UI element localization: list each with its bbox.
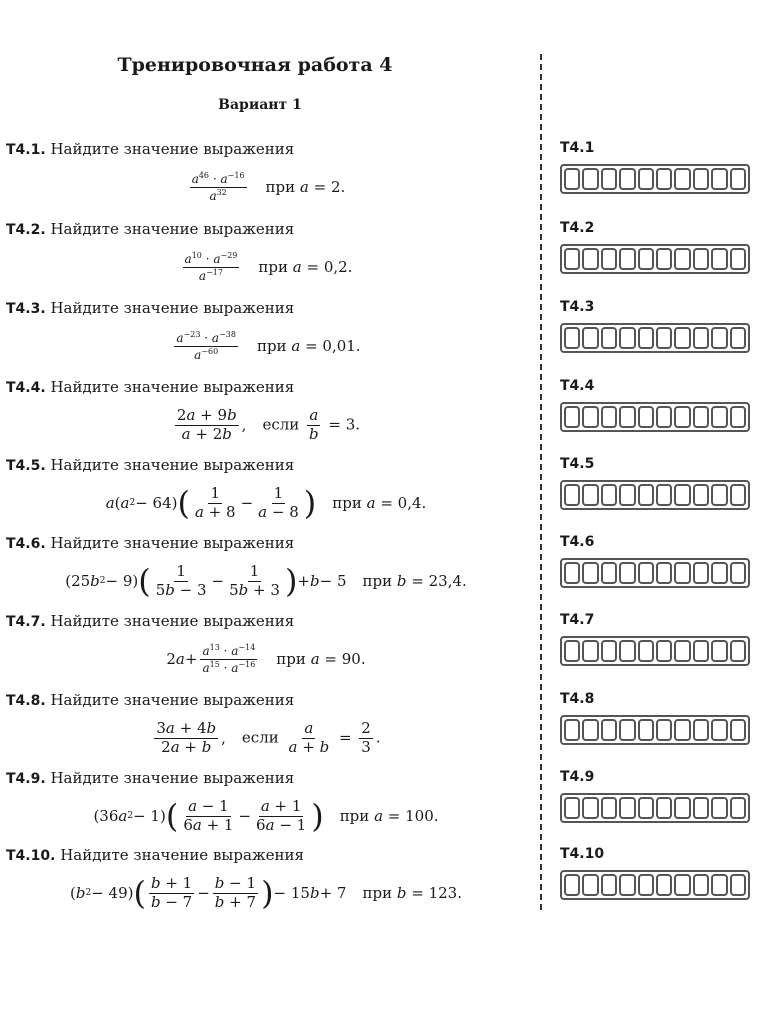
task-text: Найдите значение выражения: [50, 534, 295, 552]
answer-boxes[interactable]: [560, 244, 750, 274]
page-title: Тренировочная работа 4: [117, 54, 393, 76]
task-2: [6, 220, 526, 298]
task-text: Найдите значение выражения: [50, 299, 295, 317]
task-number: Т4.6.: [6, 536, 46, 552]
answer-boxes[interactable]: [560, 715, 750, 745]
answer-field-3[interactable]: [560, 299, 760, 377]
task-9: [6, 769, 526, 847]
task-text: Найдите значение выражения: [50, 140, 295, 158]
answer-field-7[interactable]: [560, 612, 760, 690]
task-formula: $\frac{a^{-23} \cdot a^{-38}}{a^{-60}}$ при a = 0,01.: [176, 329, 361, 362]
task-6: [6, 534, 526, 612]
answer-boxes[interactable]: [560, 558, 750, 588]
answer-field-8[interactable]: [560, 691, 760, 769]
task-formula: ( b 2 − 49) ( $\frac{b + 1}{b - 7}$ − $\frac{b - 1}{b + 7}$ ) − 15 b + 7 при b = 123.: [69, 873, 462, 912]
task-10: [6, 846, 526, 924]
answer-field-9[interactable]: [560, 769, 760, 847]
task-8: [6, 691, 526, 769]
answer-boxes[interactable]: [560, 793, 750, 823]
answer-label: Т4.2: [560, 220, 595, 236]
task-number: Т4.2.: [6, 222, 46, 238]
answer-field-10[interactable]: [560, 846, 760, 924]
task-5: [6, 456, 526, 534]
task-1: [6, 140, 526, 218]
task-3: [6, 299, 526, 377]
answer-field-6[interactable]: [560, 534, 760, 612]
dashed-divider: [540, 54, 542, 910]
task-number: Т4.9.: [6, 771, 46, 787]
task-formula: 2 a + $\frac{a^{13} \cdot a^{-14}}{a^{15} \cdot a^{-16}}$ при a = 90.: [166, 642, 366, 675]
task-4: [6, 378, 526, 456]
variant-heading: Вариант 1: [218, 97, 302, 113]
answer-label: Т4.9: [560, 769, 595, 785]
answer-label: Т4.10: [560, 846, 605, 862]
answer-field-4[interactable]: [560, 378, 760, 456]
answer-label: Т4.1: [560, 140, 595, 156]
task-text: Найдите значение выражения: [50, 691, 295, 709]
task-number: Т4.1.: [6, 142, 46, 158]
task-text: Найдите значение выражения: [50, 378, 295, 396]
answer-label: Т4.7: [560, 612, 595, 628]
task-formula: a ( a 2 − 64) ( $\frac{1}{a + 8}$ − $\frac{1}{a - 8}$ ) при a = 0,4.: [105, 483, 427, 522]
task-number: Т4.8.: [6, 693, 46, 709]
answer-field-5[interactable]: [560, 456, 760, 534]
task-text: Найдите значение выражения: [50, 220, 295, 238]
answer-boxes[interactable]: [560, 480, 750, 510]
task-number: Т4.5.: [6, 458, 46, 474]
task-7: [6, 612, 526, 690]
answer-label: Т4.5: [560, 456, 595, 472]
answer-field-1[interactable]: [560, 140, 760, 218]
task-text: Найдите значение выражения: [50, 612, 295, 630]
task-number: Т4.3.: [6, 301, 46, 317]
answer-boxes[interactable]: [560, 870, 750, 900]
task-number: Т4.10.: [6, 848, 56, 864]
answer-label: Т4.3: [560, 299, 595, 315]
task-text: Найдите значение выражения: [60, 846, 305, 864]
answer-boxes[interactable]: [560, 323, 750, 353]
answer-boxes[interactable]: [560, 402, 750, 432]
answer-boxes[interactable]: [560, 636, 750, 666]
answer-field-2[interactable]: [560, 220, 760, 298]
task-text: Найдите значение выражения: [50, 456, 295, 474]
task-number: Т4.7.: [6, 614, 46, 630]
answer-label: Т4.8: [560, 691, 595, 707]
answer-label: Т4.6: [560, 534, 595, 550]
task-formula: (25 b 2 − 9) ( $\frac{1}{5b - 3}$ − $\frac{1}{5b + 3}$ ) + b − 5 при b = 23,4.: [65, 561, 467, 600]
task-formula: $\frac{3a + 4b}{2a + b}$ , если $\frac{a}{a + b}$ = $\frac{2}{3}$ .: [156, 718, 381, 756]
answer-label: Т4.4: [560, 378, 595, 394]
task-formula: $\frac{2a + 9b}{a + 2b}$ , если $\frac{a}{b}$ = 3.: [176, 405, 361, 443]
task-number: Т4.4.: [6, 380, 46, 396]
task-formula: $\frac{a^{46} \cdot a^{-16}}{a^{32}}$ при a = 2.: [191, 170, 346, 203]
task-formula: (36 a 2 − 1) ( $\frac{a - 1}{6a + 1}$ − $\frac{a + 1}{6a - 1}$ ) при a = 100.: [93, 796, 439, 835]
task-text: Найдите значение выражения: [50, 769, 295, 787]
answer-boxes[interactable]: [560, 164, 750, 194]
task-formula: $\frac{a^{10} \cdot a^{-29}}{a^{-17}}$ при a = 0,2.: [184, 250, 353, 283]
